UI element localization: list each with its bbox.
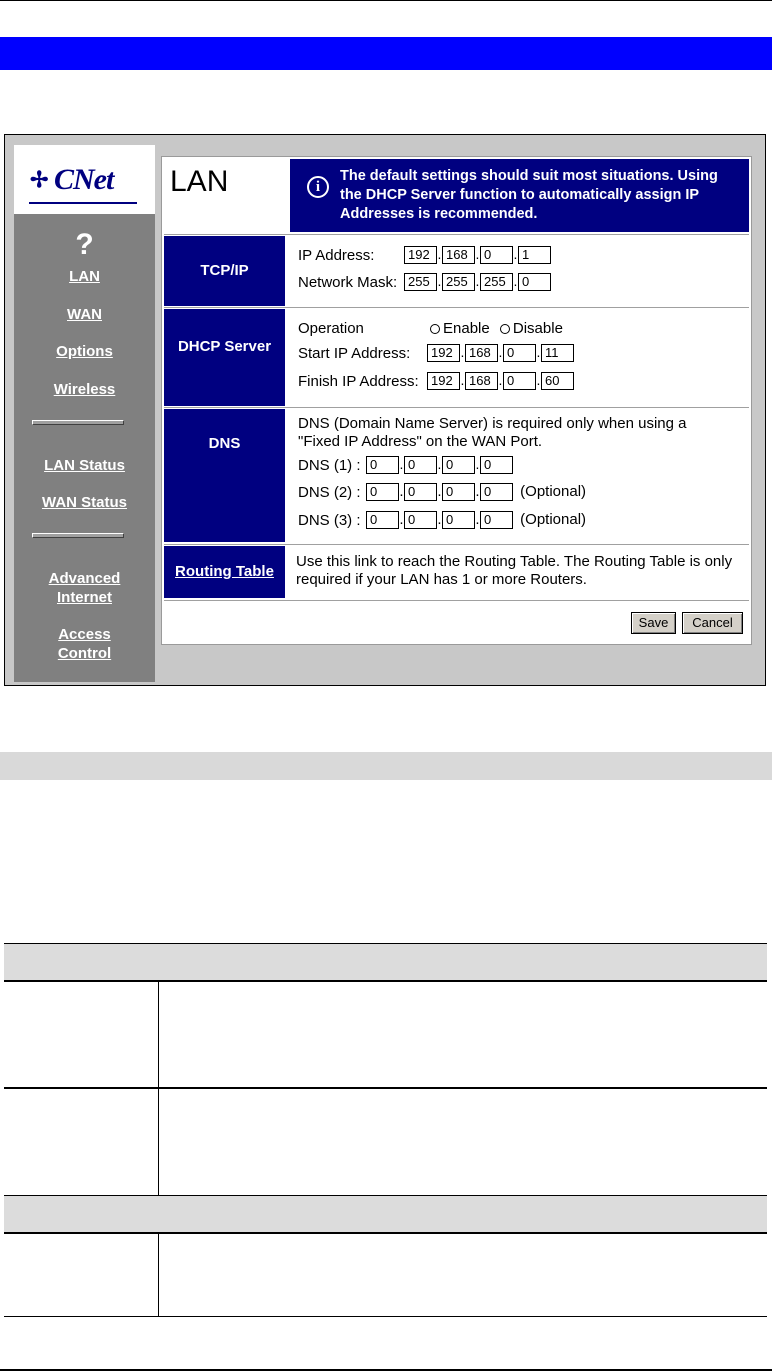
finish-ip-fields: 192 . 168 . 0 . 60 xyxy=(427,372,574,390)
start-octet-2[interactable]: 168 xyxy=(465,344,498,362)
dns2-label: DNS (2) : xyxy=(298,484,361,501)
finish-octet-1[interactable]: 192 xyxy=(427,372,460,390)
dns3-octet-3[interactable]: 0 xyxy=(442,511,475,529)
ip-octet-1[interactable]: 192 xyxy=(404,246,437,264)
start-octet-1[interactable]: 192 xyxy=(427,344,460,362)
sidebar-separator xyxy=(32,420,124,425)
info-icon: i xyxy=(307,176,329,198)
screenshot-body xyxy=(8,138,762,682)
header-band xyxy=(0,37,772,70)
dns2-octet-2[interactable]: 0 xyxy=(404,483,437,501)
nav-advanced-internet-line2[interactable]: Internet xyxy=(56,589,112,606)
table-column-divider xyxy=(158,1089,159,1195)
table-border xyxy=(4,1232,767,1234)
row-divider xyxy=(164,234,749,235)
operation-label: Operation xyxy=(298,320,364,337)
enable-label: Enable xyxy=(443,320,490,337)
disable-radio[interactable] xyxy=(500,324,510,334)
dns1-label: DNS (1) : xyxy=(298,457,361,474)
dns2-optional-label: (Optional) xyxy=(520,483,587,500)
start-ip-fields: 192 . 168 . 0 . 11 xyxy=(427,344,574,362)
start-octet-3[interactable]: 0 xyxy=(503,344,536,362)
nav-access-control-line2[interactable]: Control xyxy=(57,645,112,662)
table-border xyxy=(4,1195,767,1196)
dns2-fields: 0 . 0 . 0 . 0 (Optional) xyxy=(366,483,586,501)
operation-radios xyxy=(430,320,563,337)
mask-octet-3[interactable]: 255 xyxy=(480,273,513,291)
row-divider xyxy=(164,544,749,545)
nav-wan-status[interactable]: WAN Status xyxy=(41,494,127,511)
dhcp-server-label: DHCP Server xyxy=(164,309,285,406)
logo-box xyxy=(14,145,155,214)
sidebar-separator xyxy=(32,533,124,538)
dns1-octet-2[interactable]: 0 xyxy=(404,456,437,474)
dns1-octet-3[interactable]: 0 xyxy=(442,456,475,474)
dns3-octet-4[interactable]: 0 xyxy=(480,511,513,529)
nav-wan[interactable]: WAN xyxy=(67,306,102,323)
table-column-divider xyxy=(158,1234,159,1316)
dns2-octet-1[interactable]: 0 xyxy=(366,483,399,501)
cancel-button[interactable]: Cancel xyxy=(682,612,743,634)
routing-description-line2: required if your LAN has 1 or more Routers. xyxy=(296,571,587,588)
table-border xyxy=(4,943,767,944)
table-header-row xyxy=(4,944,767,980)
dns3-fields: 0 . 0 . 0 . 0 (Optional) xyxy=(366,511,586,529)
row-divider xyxy=(164,600,749,601)
logo: CNet xyxy=(54,163,114,196)
nav-advanced-internet-line1[interactable]: Advanced xyxy=(48,570,121,587)
content-panel xyxy=(161,156,752,645)
network-mask-label: Network Mask: xyxy=(298,274,398,291)
dns2-octet-3[interactable]: 0 xyxy=(442,483,475,501)
table-border xyxy=(4,980,767,982)
ip-address-fields: 192 . 168 . 0 . 1 xyxy=(404,246,551,264)
finish-octet-2[interactable]: 168 xyxy=(465,372,498,390)
ip-octet-4[interactable]: 1 xyxy=(518,246,551,264)
dns2-octet-4[interactable]: 0 xyxy=(480,483,513,501)
mask-octet-1[interactable]: 255 xyxy=(404,273,437,291)
routing-description-line1: Use this link to reach the Routing Table. The Routing Table is only xyxy=(296,553,733,570)
dns3-octet-2[interactable]: 0 xyxy=(404,511,437,529)
nav-options[interactable]: Options xyxy=(56,343,113,360)
dns1-fields: 0 . 0 . 0 . 0 xyxy=(366,456,513,474)
mask-octet-2[interactable]: 255 xyxy=(442,273,475,291)
dns-label: DNS xyxy=(164,409,285,542)
dns3-optional-label: (Optional) xyxy=(520,511,587,528)
section-band xyxy=(0,752,772,780)
finish-ip-label: Finish IP Address: xyxy=(298,373,419,390)
enable-radio[interactable] xyxy=(430,324,440,334)
row-divider xyxy=(164,407,749,408)
dns1-octet-4[interactable]: 0 xyxy=(480,456,513,474)
routing-table-cell xyxy=(164,546,285,598)
ip-address-label: IP Address: xyxy=(298,247,375,264)
start-ip-label: Start IP Address: xyxy=(298,345,411,362)
finish-octet-4[interactable]: 60 xyxy=(541,372,574,390)
ip-octet-3[interactable]: 0 xyxy=(480,246,513,264)
sidebar xyxy=(14,145,155,682)
nav-wireless[interactable]: Wireless xyxy=(53,381,116,398)
logo-underline xyxy=(29,202,137,204)
top-rule xyxy=(0,0,772,1)
dns3-octet-1[interactable]: 0 xyxy=(366,511,399,529)
nav-lan[interactable]: LAN xyxy=(69,268,100,285)
table-column-divider xyxy=(158,982,159,1087)
table-header-row xyxy=(4,1196,767,1232)
tcpip-label: TCP/IP xyxy=(164,236,285,306)
dns1-octet-1[interactable]: 0 xyxy=(366,456,399,474)
nav-lan-status[interactable]: LAN Status xyxy=(44,457,125,474)
start-octet-4[interactable]: 11 xyxy=(541,344,574,362)
table-border xyxy=(4,1316,767,1317)
table-border xyxy=(4,1087,767,1089)
notice-box xyxy=(290,159,749,232)
bottom-rule xyxy=(0,1369,772,1371)
row-divider xyxy=(164,307,749,308)
page-title: LAN xyxy=(170,165,229,198)
disable-label: Disable xyxy=(512,320,563,337)
network-mask-fields: 255 . 255 . 255 . 0 xyxy=(404,273,551,291)
nav-access-control-line1[interactable]: Access xyxy=(58,626,111,643)
save-button[interactable]: Save xyxy=(631,612,676,634)
routing-table-link[interactable]: Routing Table xyxy=(175,563,274,580)
lan-screenshot xyxy=(4,134,766,686)
mask-octet-4[interactable]: 0 xyxy=(518,273,551,291)
dns3-label: DNS (3) : xyxy=(298,512,361,529)
help-icon[interactable]: ? xyxy=(75,228,94,261)
dns-description-line2: "Fixed IP Address" on the WAN Port. xyxy=(298,433,543,450)
dns-description-line1: DNS (Domain Name Server) is required only when using a xyxy=(298,415,687,432)
finish-octet-3[interactable]: 0 xyxy=(503,372,536,390)
ip-octet-2[interactable]: 168 xyxy=(442,246,475,264)
notice-text: The default settings should suit most situations. Using the DHCP Server function to automatically assign IP Addresses is recommended. xyxy=(340,168,718,222)
logo-star-icon: ✢ xyxy=(30,167,49,192)
